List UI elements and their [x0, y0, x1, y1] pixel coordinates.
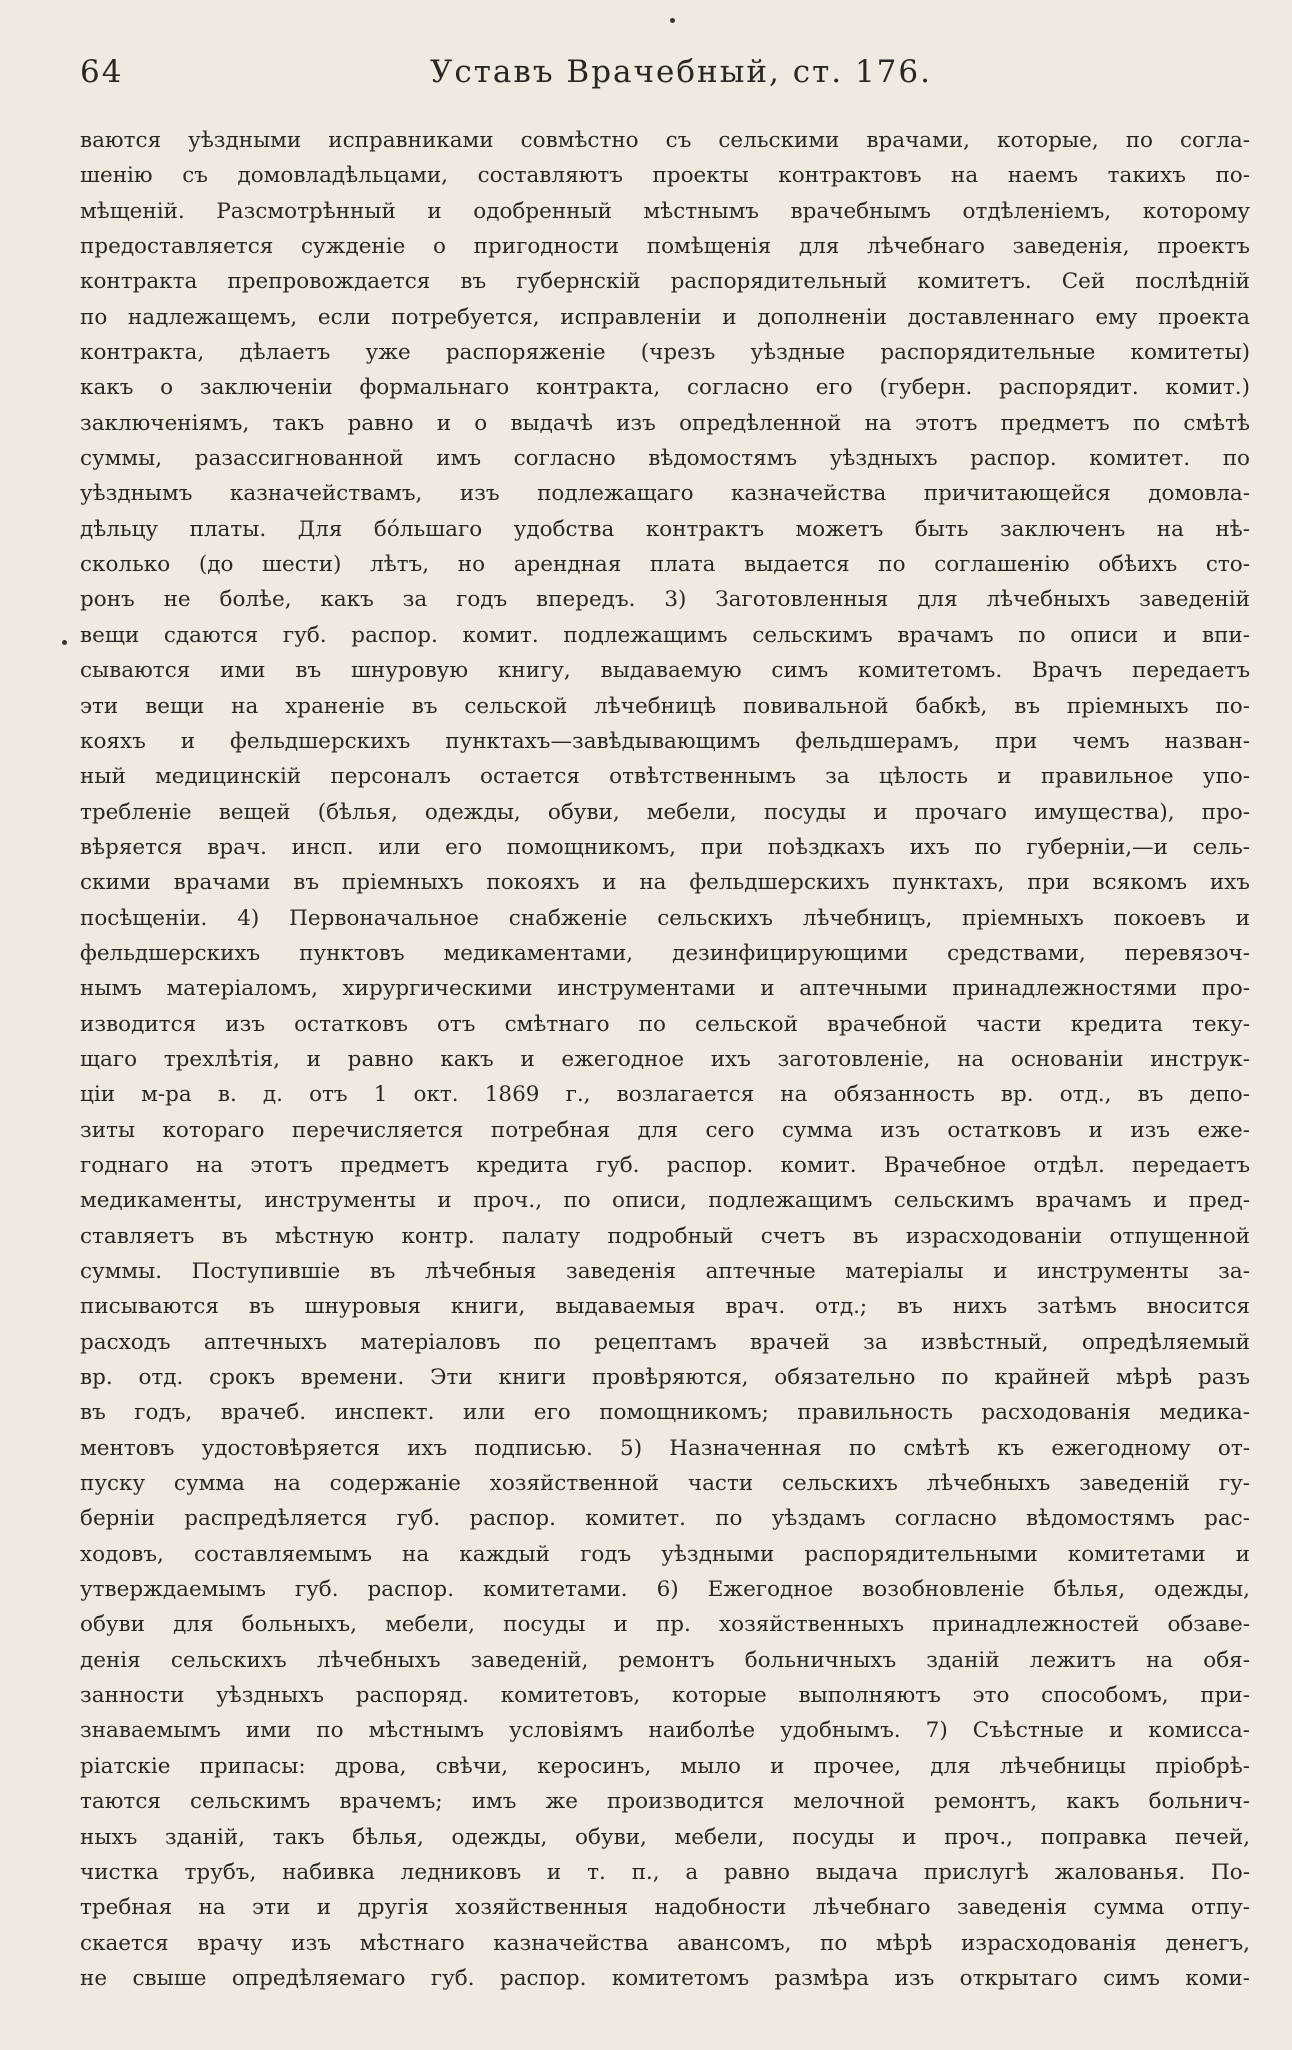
- text-line: берніи распредѣляется губ. распор. комитет. по уѣздамъ согласно вѣдомостямъ рас-: [80, 1506, 1250, 1532]
- running-title: Уставъ Врачебный, ст. 176.: [430, 54, 932, 90]
- page-number: 64: [80, 54, 124, 90]
- ink-speck: [670, 18, 675, 23]
- text-line: ронъ не болѣе, какъ за годъ впередъ. 3) Заготовленныя для лѣчебныхъ заведеній: [80, 587, 1250, 613]
- text-line: ходовъ, составляемымъ на каждый годъ уѣздными распорядительными комитетами и: [80, 1541, 1250, 1567]
- text-line: медикаменты, инструменты и проч., по описи, подлежащимъ сельскимъ врачамъ и пред-: [80, 1188, 1250, 1214]
- text-line: расходъ аптечныхъ матеріаловъ по рецептамъ врачей за извѣстный, опредѣляемый: [80, 1329, 1250, 1355]
- text-line: писываются въ шнуровыя книги, выдаваемыя врач. отд.; въ нихъ затѣмъ вносится: [80, 1294, 1250, 1320]
- text-line: обуви для больныхъ, мебели, посуды и пр. хозяйственныхъ принадлежностей обзаве-: [80, 1612, 1250, 1638]
- text-line: годнаго на этотъ предметъ кредита губ. распор. комит. Врачебное отдѣл. передаетъ: [80, 1152, 1250, 1178]
- page-header: [80, 54, 1240, 94]
- text-line: ментовъ удостовѣряется ихъ подписью. 5) Назначенная по смѣтѣ къ ежегодному от-: [80, 1435, 1250, 1461]
- text-line: скается врачу изъ мѣстнаго казначейства авансомъ, по мѣрѣ израсходованія денегъ,: [80, 1930, 1250, 1956]
- text-line: сываются ими въ шнуровую книгу, выдаваемую симъ комитетомъ. Врачъ передаетъ: [80, 658, 1250, 684]
- text-line: ціи м-ра в. д. отъ 1 окт. 1869 г., возлагается на обязанность вр. отд., въ депо-: [80, 1082, 1250, 1108]
- text-line: таются сельскимъ врачемъ; имъ же производится мелочной ремонтъ, какъ больнич-: [80, 1789, 1250, 1815]
- text-line: ныхъ зданій, такъ бѣлья, одежды, обуви, мебели, посуды и проч., поправка печей,: [80, 1824, 1250, 1850]
- text-line: по надлежащемъ, если потребуется, исправленіи и дополненіи доставленнаго ему проекта: [80, 304, 1250, 330]
- text-line: скими врачами въ пріемныхъ покояхъ и на фельдшерскихъ пунктахъ, при всякомъ ихъ: [80, 870, 1250, 896]
- text-line: утверждаемымъ губ. распор. комитетами. 6) Ежегодное возобновленіе бѣлья, одежды,: [80, 1577, 1250, 1603]
- text-line: предоставляется сужденіе о пригодности помѣщенія для лѣчебнаго заведенія, проектъ: [80, 234, 1250, 260]
- text-line: кояхъ и фельдшерскихъ пунктахъ—завѣдывающимъ фельдшерамъ, при чемъ назван-: [80, 728, 1250, 754]
- text-line: занности уѣздныхъ распоряд. комитетовъ, которые выполняютъ это способомъ, при-: [80, 1683, 1250, 1709]
- text-line: эти вещи на храненіе въ сельской лѣчебницѣ повивальной бабкѣ, въ пріемныхъ по-: [80, 693, 1250, 719]
- text-line: сколько (до шести) лѣтъ, но арендная плата выдается по соглашенію обѣихъ сто-: [80, 552, 1250, 578]
- text-line: требленіе вещей (бѣлья, одежды, обуви, мебели, посуды и прочаго имущества), про-: [80, 799, 1250, 825]
- text-line: суммы. Поступившіе въ лѣчебныя заведенія аптечные матеріалы и инструменты за-: [80, 1259, 1250, 1284]
- text-line: зиты котораго перечисляется потребная для сего сумма изъ остатковъ и изъ еже-: [80, 1117, 1250, 1143]
- text-line: не свыше опредѣляемаго губ. распор. комитетомъ размѣра изъ открытаго симъ коми-: [80, 1965, 1250, 1991]
- text-line: шенію съ домовладѣльцами, составляютъ проекты контрактовъ на наемъ такихъ по-: [80, 163, 1250, 189]
- text-line: ваются уѣздными исправниками совмѣстно съ сельскими врачами, которые, по согла-: [80, 128, 1250, 153]
- text-line: вещи сдаются губ. распор. комит. подлежащимъ сельскимъ врачамъ по описи и впи-: [80, 622, 1250, 648]
- text-line: знаваемымъ ими по мѣстнымъ условіямъ наиболѣе удобнымъ. 7) Съѣстные и комисса-: [80, 1718, 1250, 1744]
- text-line: въ годъ, врачеб. инспект. или его помощникомъ; правильность расходованія медика-: [80, 1400, 1250, 1426]
- text-line: нымъ матеріаломъ, хирургическими инструментами и аптечными принадлежностями про-: [80, 976, 1250, 1002]
- text-line: изводится изъ остатковъ отъ смѣтнаго по сельской врачебной части кредита теку-: [80, 1011, 1250, 1037]
- text-line: ный медицинскій персоналъ остается отвѣтственнымъ за цѣлость и правильное упо-: [80, 764, 1250, 790]
- text-line: дѣльцу платы. Для бóльшаго удобства контрактъ можетъ быть заключенъ на нѣ-: [80, 516, 1250, 542]
- text-line: денія сельскихъ лѣчебныхъ заведеній, ремонтъ больничныхъ зданій лежитъ на обя-: [80, 1647, 1250, 1673]
- text-line: уѣзднымъ казначействамъ, изъ подлежащаго казначейства причитающейся домовла-: [80, 481, 1250, 507]
- body-text: [80, 123, 1250, 1996]
- text-line: суммы, разассигнованной имъ согласно вѣдомостямъ уѣздныхъ распор. комитет. по: [80, 446, 1250, 472]
- text-line: мѣщеній. Разсмотрѣнный и одобренный мѣстнымъ врачебнымъ отдѣленіемъ, которому: [80, 198, 1250, 224]
- margin-mark: [62, 640, 67, 645]
- text-line: посѣщеніи. 4) Первоначальное снабженіе сельскихъ лѣчебницъ, пріемныхъ покоевъ и: [80, 905, 1250, 931]
- text-line: вѣряется врач. инсп. или его помощникомъ, при поѣздкахъ ихъ по губерніи,—и сель-: [80, 834, 1250, 860]
- text-line: вр. отд. срокъ времени. Эти книги провѣряются, обязательно по крайней мѣрѣ разъ: [80, 1365, 1250, 1391]
- text-line: контракта, дѣлаетъ уже распоряженіе (чрезъ уѣздные распорядительные комитеты): [80, 340, 1250, 366]
- text-line: щаго трехлѣтія, и равно какъ и ежегодное ихъ заготовленіе, на основаніи инструк-: [80, 1046, 1250, 1072]
- text-line: ріатскіе припасы: дрова, свѣчи, керосинъ, мыло и прочее, для лѣчебницы пріобрѣ-: [80, 1753, 1250, 1779]
- text-line: заключеніямъ, такъ равно и о выдачѣ изъ опредѣленной на этотъ предметъ по смѣтѣ: [80, 410, 1250, 436]
- text-line: какъ о заключеніи формальнаго контракта, согласно его (губерн. распорядит. комит.): [80, 375, 1250, 401]
- text-line: ставляетъ въ мѣстную контр. палату подробный счетъ въ израсходованіи отпущенной: [80, 1223, 1250, 1249]
- text-line: фельдшерскихъ пунктовъ медикаментами, дезинфицирующими средствами, перевязоч-: [80, 940, 1250, 966]
- text-line: пуску сумма на содержаніе хозяйственной части сельскихъ лѣчебныхъ заведеній гу-: [80, 1471, 1250, 1497]
- text-line: требная на эти и другія хозяйственныя надобности лѣчебнаго заведенія сумма отпу-: [80, 1895, 1250, 1921]
- text-line: чистка трубъ, набивка ледниковъ и т. п., а равно выдача прислугѣ жалованья. По-: [80, 1859, 1250, 1885]
- text-line: контракта препровождается въ губернскій распорядительный комитетъ. Сей послѣдній: [80, 269, 1250, 295]
